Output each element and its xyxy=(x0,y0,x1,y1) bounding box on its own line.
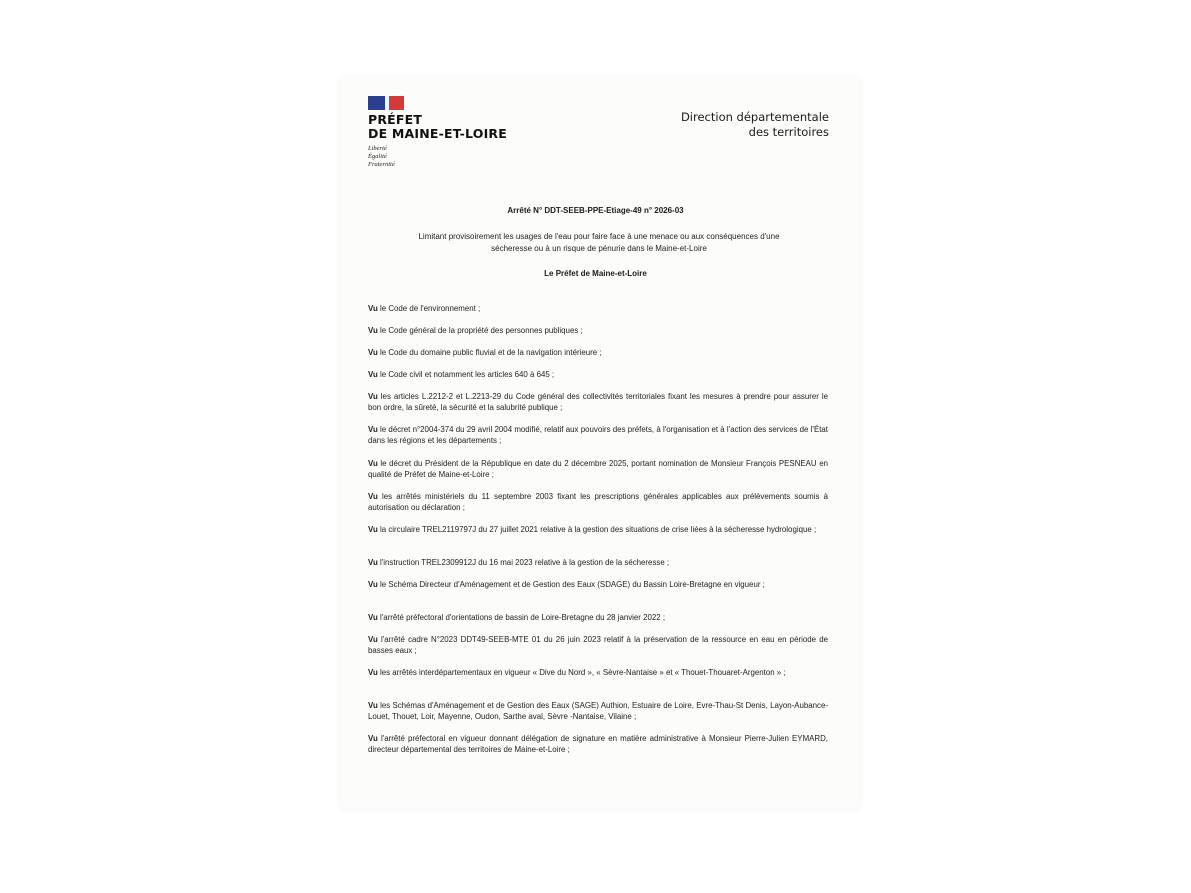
prefet-line-2: DE MAINE-ET-LOIRE xyxy=(368,126,507,141)
direction-line-1: Direction départementale xyxy=(680,110,829,124)
visa-text: le Code de l'environnement ; xyxy=(380,304,481,313)
visa-item xyxy=(368,425,828,446)
objet-line-2: sécheresse ou à un risque de pénurie dans le Maine-et-Loire xyxy=(491,244,707,253)
prefet-line-1: PRÉFET xyxy=(368,112,423,127)
prefecture-logo xyxy=(368,96,507,169)
visa-text: les arrêtés interdépartementaux en vigueur « Dive du Nord », « Sèvre-Nantaise » et « Thouet-Thouaret-Argenton » ; xyxy=(380,668,786,677)
vu-keyword: Vu xyxy=(368,392,378,401)
visa-text: le Code du domaine public fluvial et de la navigation intérieure ; xyxy=(380,348,602,357)
vu-keyword: Vu xyxy=(368,425,378,434)
vu-keyword: Vu xyxy=(368,370,378,379)
objet-line-1: Limitant provisoirement les usages de l'eau pour faire face à une menace ou aux conséquences d'une xyxy=(418,232,780,241)
visa-item xyxy=(368,558,828,569)
republic-motto xyxy=(368,145,507,169)
vu-keyword: Vu xyxy=(368,348,378,357)
visa-text: l'arrêté préfectoral en vigueur donnant délégation de signature en matière administrative à Monsieur Pierre-Julien EYMARD, directeur départemental des territoires de Maine-et-Loire ; xyxy=(368,734,828,754)
visa-item xyxy=(368,525,828,536)
visa-text: le Code civil et notamment les articles 640 à 645 ; xyxy=(380,370,555,379)
direction-heading xyxy=(681,110,829,140)
vu-keyword: Vu xyxy=(368,613,378,622)
motto-liberte: Liberté xyxy=(368,145,387,152)
visa-item xyxy=(368,326,828,337)
visa-text: la circulaire TREL2119797J du 27 juillet 2021 relative à la gestion des situations de crise liées à la sécheresse hydrologique ; xyxy=(380,525,817,534)
motto-fraternite: Fraternité xyxy=(368,161,395,168)
direction-line-2: des territoires xyxy=(748,125,829,139)
vu-keyword: Vu xyxy=(368,580,378,589)
arrete-number: Arrêté N° DDT-SEEB-PPE-Etiage-49 n° 2026-03 xyxy=(507,206,684,215)
visa-item xyxy=(368,459,828,480)
visa-item xyxy=(368,668,828,679)
vu-keyword: Vu xyxy=(368,326,378,335)
visa-item xyxy=(368,492,828,513)
vu-keyword: Vu xyxy=(368,459,378,468)
visa-item xyxy=(368,392,828,413)
vu-keyword: Vu xyxy=(368,668,378,677)
motto-egalite: Égalité xyxy=(368,153,387,160)
marianne-flag-icon xyxy=(368,96,404,110)
prefet-title: Le Préfet de Maine-et-Loire xyxy=(544,269,647,278)
vu-keyword: Vu xyxy=(368,558,378,567)
vu-keyword: Vu xyxy=(368,734,378,743)
visa-item xyxy=(368,635,828,656)
visa-text: l'instruction TREL2309912J du 16 mai 2023 relative à la gestion de la sécheresse ; xyxy=(380,558,670,567)
visa-text: l'arrêté préfectoral d'orientations de bassin de Loire-Bretagne du 28 janvier 2022 ; xyxy=(380,613,666,622)
visa-text: les arrêtés ministériels du 11 septembre 2003 fixant les prescriptions générales applicables aux prélèvements soumis à autorisation ou déclaration ; xyxy=(368,492,828,512)
visa-text: le Schéma Directeur d'Aménagement et de Gestion des Eaux (SDAGE) du Bassin Loire-Bretagne en vigueur ; xyxy=(380,580,765,589)
visa-text: les Schémas d'Aménagement et de Gestion des Eaux (SAGE) Authion, Estuaire de Loire, Evre-Thau-St Denis, Layon-Aubance-Louet, Thouet, Loir, Mayenne, Oudon, Sarthe aval, Sèvre -Nantaise, Vilaine ; xyxy=(368,701,828,721)
vu-keyword: Vu xyxy=(368,304,378,313)
vu-keyword: Vu xyxy=(368,525,378,534)
visa-item xyxy=(368,613,828,624)
visa-item xyxy=(368,734,828,755)
visa-text: le Code général de la propriété des personnes publiques ; xyxy=(380,326,583,335)
vu-keyword: Vu xyxy=(368,492,378,501)
visa-item xyxy=(368,348,828,359)
visa-text: l'arrêté cadre N°2023 DDT49-SEEB-MTE 01 du 26 juin 2023 relatif à la préservation de la ressource en eau en période de basses eaux ; xyxy=(368,635,828,655)
visa-item xyxy=(368,304,828,315)
visa-text: le décret du Président de la République en date du 2 décembre 2025, portant nomination de Monsieur François PESNEAU en qualité de Préfet de Maine-et-Loire ; xyxy=(368,459,828,479)
visa-item xyxy=(368,580,828,591)
vu-keyword: Vu xyxy=(368,635,378,644)
visa-text: le décret n°2004-374 du 29 avril 2004 modifié, relatif aux pouvoirs des préfets, à l'organisation et à l'action des services de l'État dans les régions et les départements ; xyxy=(368,425,828,445)
arrete-objet xyxy=(368,231,830,255)
visa-item xyxy=(368,701,828,722)
visa-text: les articles L.2212-2 et L.2213-29 du Code général des collectivités territoriales fixant les mesures à prendre pour assurer le bon ordre, la sûreté, la sécurité et la salubrité publique ; xyxy=(368,392,828,412)
vu-keyword: Vu xyxy=(368,701,378,710)
visa-item xyxy=(368,370,828,381)
